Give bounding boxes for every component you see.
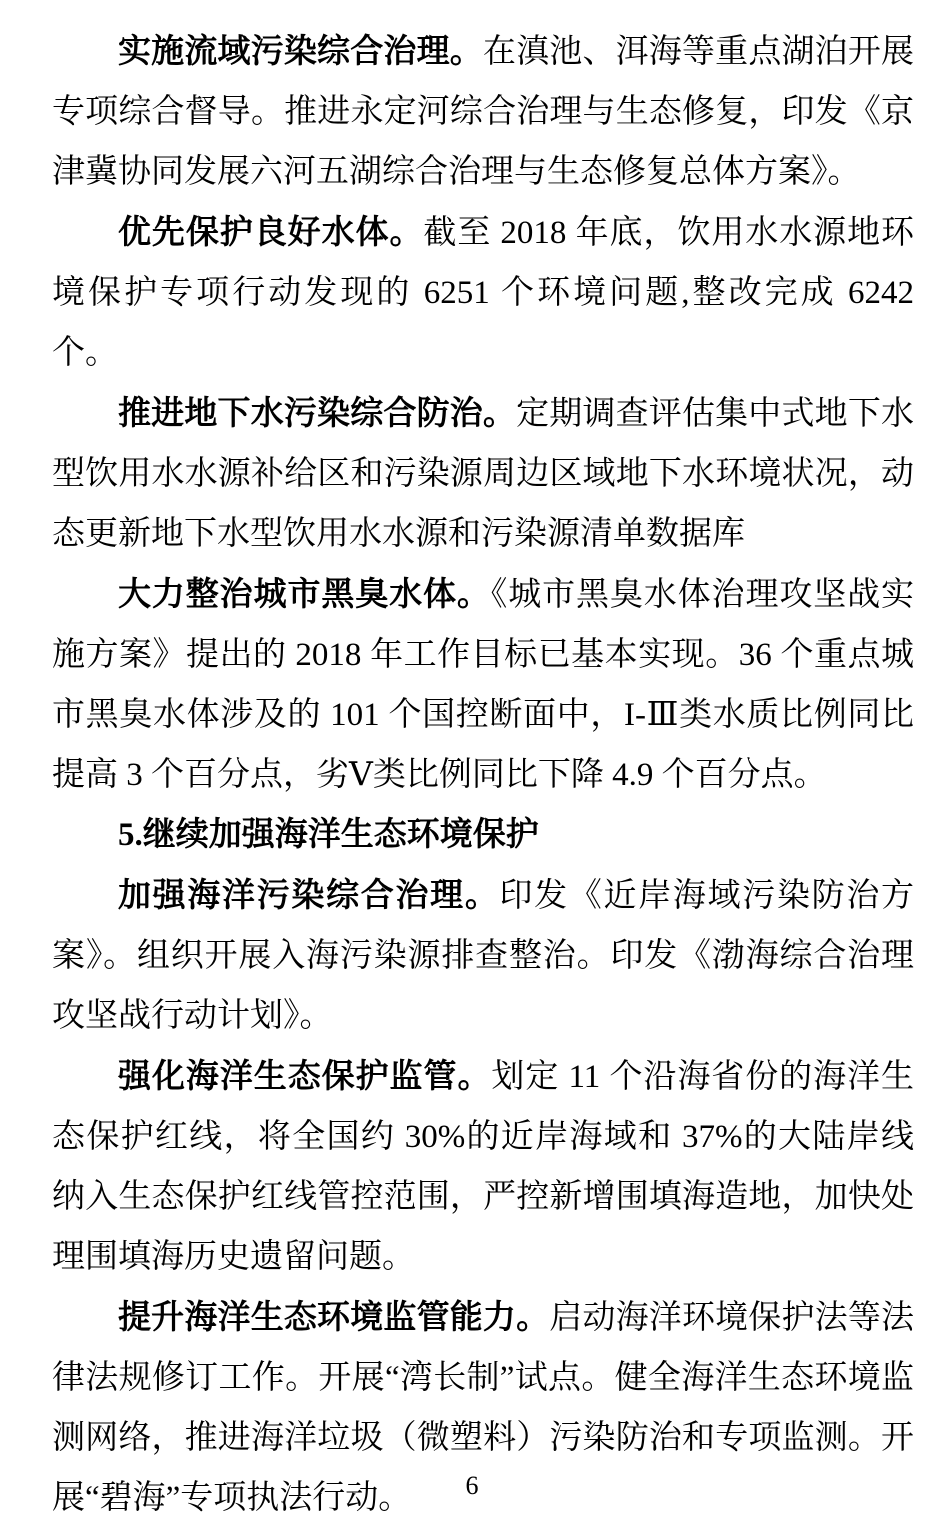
paragraph-good-water-protection — [52, 202, 914, 383]
paragraph-body: 启动海洋环境保护法等法律法规修订工作。开展“湾长制”试点。健全海洋生态环境监测网络，推进海洋垃圾（微塑料）污染防治和专项监测。开展“碧海”专项执法行动。 — [52, 1300, 915, 1516]
paragraph-body: 印发《近岸海域污染防治方案》。组织开展入海污染源排查整治。印发《渤海综合治理攻坚战行动计划》。 — [52, 878, 915, 1034]
paragraph-body: 定期调查评估集中式地下水型饮用水水源补给区和污染源周边区域地下水环境状况，动态更新地下水型饮用水水源和污染源清单数据库 — [52, 396, 915, 552]
paragraph-marine-pollution-control — [52, 865, 914, 1046]
paragraph-body: 划定 11 个沿海省份的海洋生态保护红线，将全国约 30%的近岸海域和 37%的大陆岸线纳入生态保护红线管控范围，严控新增围填海造地，加快处理围填海历史遗留问题。 — [52, 1059, 914, 1275]
paragraph-basin-pollution — [52, 21, 914, 202]
paragraph-lead: 强化海洋生态保护监管。 — [118, 1057, 492, 1094]
paragraph-black-odorous-water — [52, 564, 914, 805]
paragraph-body: 在滇池、洱海等重点湖泊开展专项综合督导。推进永定河综合治理与生态修复，印发《京津冀协同发展六河五湖综合治理与生态修复总体方案》。 — [52, 34, 915, 190]
paragraph-lead: 提升海洋生态环境监管能力。 — [118, 1298, 550, 1335]
paragraph-lead: 优先保护良好水体。 — [118, 213, 424, 250]
paragraph-groundwater-pollution — [52, 383, 914, 564]
paragraph-body: 《城市黑臭水体治理攻坚战实施方案》提出的 2018 年工作目标已基本实现。36 个重点城市黑臭水体涉及的 101 个国控断面中，I-Ⅲ类水质比例同比提高 3 个百分点，劣Ⅴ类比例同比下降 4.9 个百分点。 — [52, 577, 915, 793]
paragraph-lead: 加强海洋污染综合治理。 — [118, 876, 500, 913]
page-footer — [0, 1470, 944, 1502]
page-number: 6 — [465, 1471, 479, 1500]
paragraph-lead: 推进地下水污染综合防治。 — [118, 394, 517, 431]
paragraph-body: 截至 2018 年底，饮用水水源地环境保护专项行动发现的 6251 个环境问题,整改完成 6242 个。 — [52, 215, 915, 371]
section-heading-marine-ecology: 5.继续加强海洋生态环境保护 — [118, 817, 539, 853]
paragraph-marine-redline-supervision — [52, 1046, 914, 1287]
paragraph-lead: 大力整治城市黑臭水体。 — [118, 575, 491, 612]
paragraph-lead: 实施流域污染综合治理。 — [118, 32, 483, 69]
